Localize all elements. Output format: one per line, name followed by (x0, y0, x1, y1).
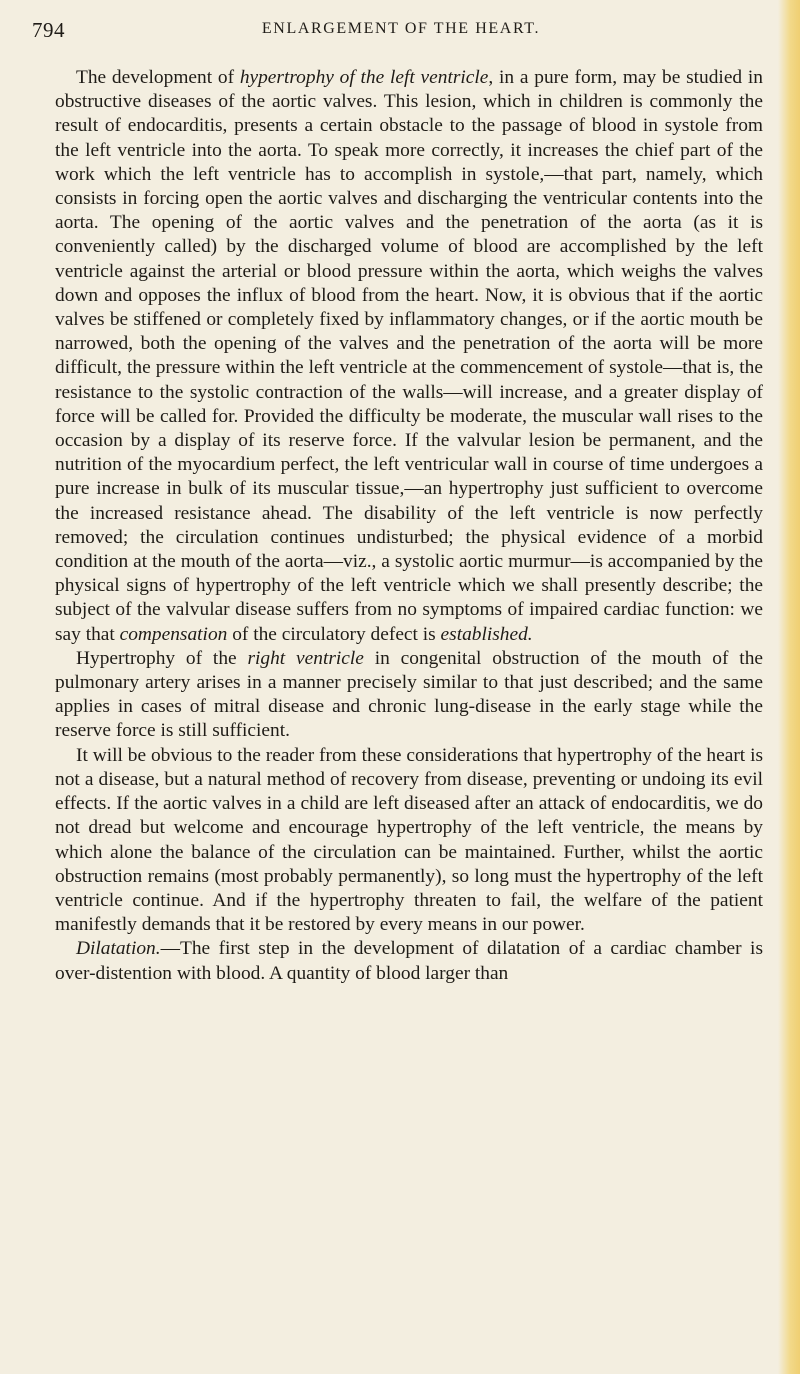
italic-term: established. (440, 623, 533, 645)
section-heading: Dilatation. (76, 938, 161, 960)
paragraph-2: Hypertrophy of the right ventricle in congenital obstruction of the mouth of the pulmonary artery arises in a manner precisely similar to that just described; and the same applies in cases of mitral disease and chronic lung-disease in the early stage while the reserve force is still sufficient. (55, 647, 763, 742)
paragraph-1: The development of hypertrophy of the left ventricle, in a pure form, may be studied in obstructive diseases of the aortic valves. This lesion, which in children is commonly the result of endocarditis, presents a certain obstacle to the passage of blood in systole from the left ventricle into the aorta. To speak more correctly, it increases the chief part of the work which the left ventricle has to accomplish in systole,—that part, namely, which consists in forcing open the aortic valves and discharging the ventricular contents into the aorta. The opening of the aortic valves and the penetration of the aorta (as it is conveniently called) by the discharged volume of blood are accomplished by the left ventricle against the arterial or blood pressure within the aorta, which weighs the valves down and opposes the influx of blood from the heart. Now, it is obvious that if the aortic valves be stiffened or completely fixed by inflammatory changes, or if the aortic mouth be narrowed, both the opening of the valves and the penetration of the aorta will be more difficult, the pressure within the left ventricle at the commencement of systole—that is, the resistance to the systolic contraction of the walls—will increase, and a greater display of force will be called for. Provided the difficulty be moderate, the muscular wall rises to the occasion by a display of its reserve force. If the valvular lesion be permanent, and the nutrition of the myocardium perfect, the left ventricular wall in course of time undergoes a pure increase in bulk of its muscular tissue,—an hypertrophy just sufficient to overcome the increased resistance ahead. The disability of the left ventricle is now perfectly removed; the circulation continues undisturbed; the physical evidence of a morbid condition at the mouth of the aorta—viz., a systolic aortic murmur—is accompanied by the physical signs of hypertrophy of the left ventricle which we shall presently describe; the subject of the valvular disease suffers from no symptoms of impaired cardiac function: we say that compensation of the circulatory defect is established. (55, 67, 763, 645)
italic-term: compensation (119, 623, 228, 645)
italic-term: right ventricle (247, 647, 364, 669)
running-title: ENLARGEMENT OF THE HEART. (261, 20, 541, 37)
page-number: 794 (32, 18, 65, 42)
paragraph-3: It will be obvious to the reader from these considerations that hypertrophy of the heart is not a disease, but a natural method of recovery from disease, preventing or undoing its evil effects. If the aortic valves in a child are left diseased after an attack of endocarditis, we do not dread but welcome and encourage hypertrophy of the left ventricle, the means by which alone the balance of the circulation can be maintained. Further, whilst the aortic obstruction remains (most probably permanently), so long must the hypertrophy of the left ventricle continue. And if the hypertrophy threaten to fail, the welfare of the patient manifestly demands that it be restored by every means in our power. (55, 744, 763, 936)
page-header (32, 18, 770, 48)
body-text (55, 66, 763, 986)
paragraph-4: Dilatation.—The first step in the development of dilatation of a cardiac chamber is over-distention with blood. A quantity of blood larger than (55, 938, 763, 984)
page-edge-shading (778, 0, 800, 1374)
italic-term: hypertrophy of the left ventricle (239, 67, 489, 88)
